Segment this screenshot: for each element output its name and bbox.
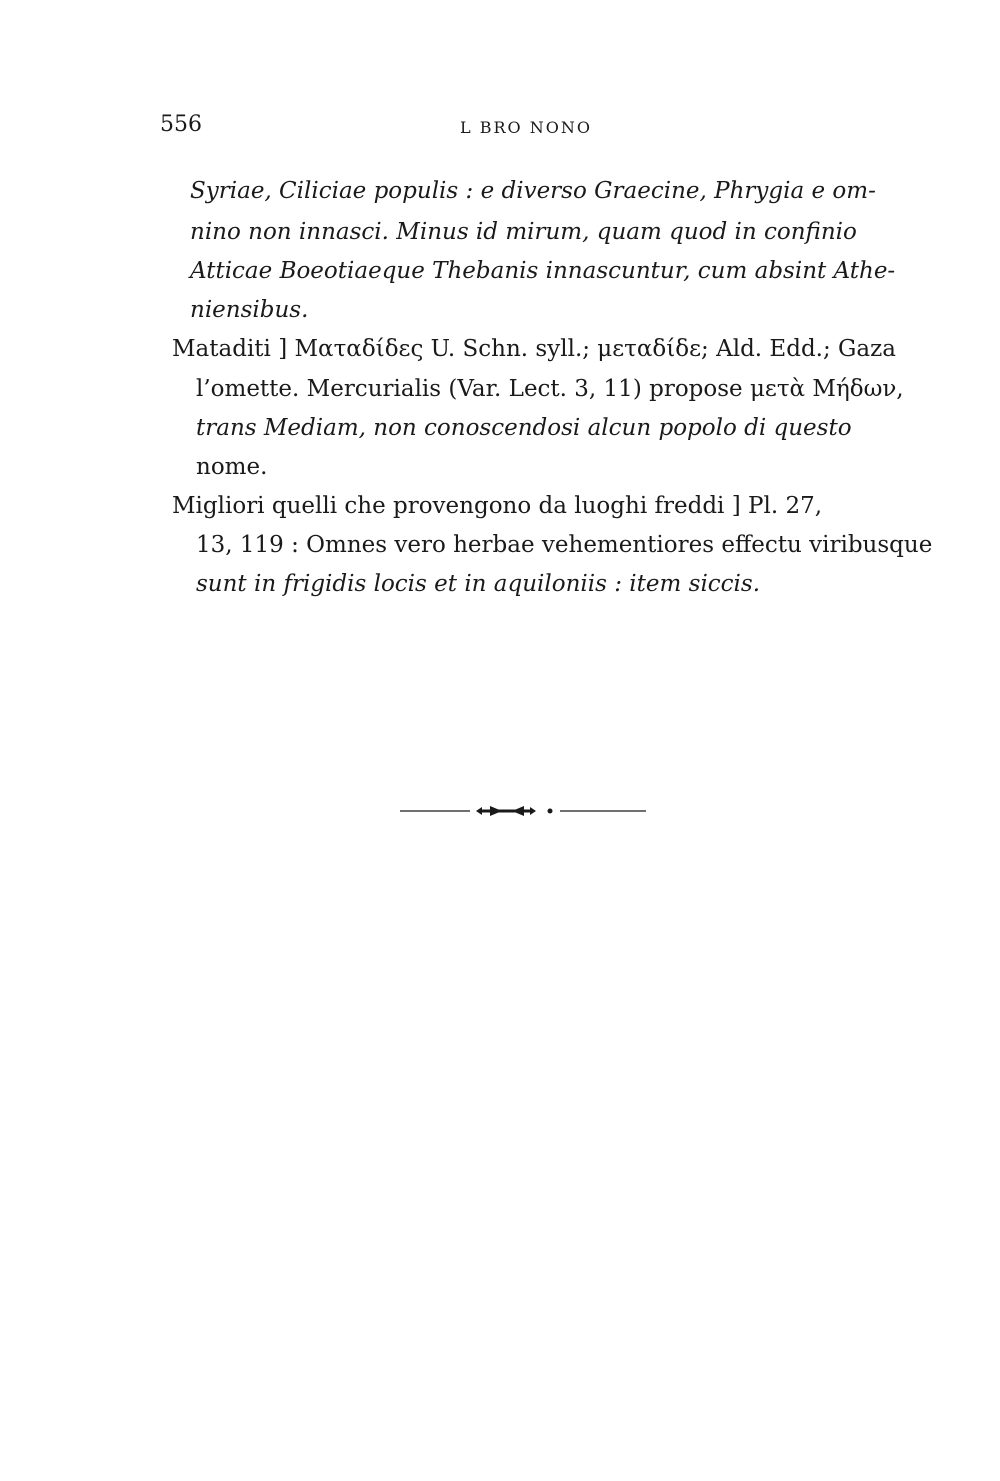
ornament-icon (398, 795, 648, 825)
text-line: Mataditi ] Ματαδίδες U. Schn. syll.; μεταδίδε; Ald. Edd.; Gaza (172, 336, 896, 362)
text-line: niensibus. (190, 297, 309, 323)
ornamental-rule (398, 795, 648, 825)
text-line: Atticae Boeotiaeque Thebanis innascuntur, cum absint Athe- (190, 258, 896, 284)
page-number: 556 (160, 112, 202, 137)
text-line: nino non innasci. Minus id mirum, quam quod in confinio (190, 219, 857, 245)
text-line: Migliori quelli che provengono da luoghi freddi ] Pl. 27, (172, 493, 823, 519)
running-head: L BRO NONO (460, 118, 592, 137)
text-line: sunt in frigidis locis et in aquiloniis : item siccis. (196, 571, 761, 597)
text-line: l’omette. Mercurialis (Var. Lect. 3, 11) propose μετὰ Μήδων, (196, 376, 904, 402)
text-line: Syriae, Ciliciae populis : e diverso Graecine, Phrygia e om- (190, 178, 876, 204)
text-line: nome. (196, 454, 268, 480)
page-header (160, 112, 900, 148)
text-line: trans Mediam, non conoscendosi alcun popolo di questo (196, 415, 852, 441)
text-line: 13, 119 : Omnes vero herbae vehementiores effectu viribusque (196, 532, 933, 558)
